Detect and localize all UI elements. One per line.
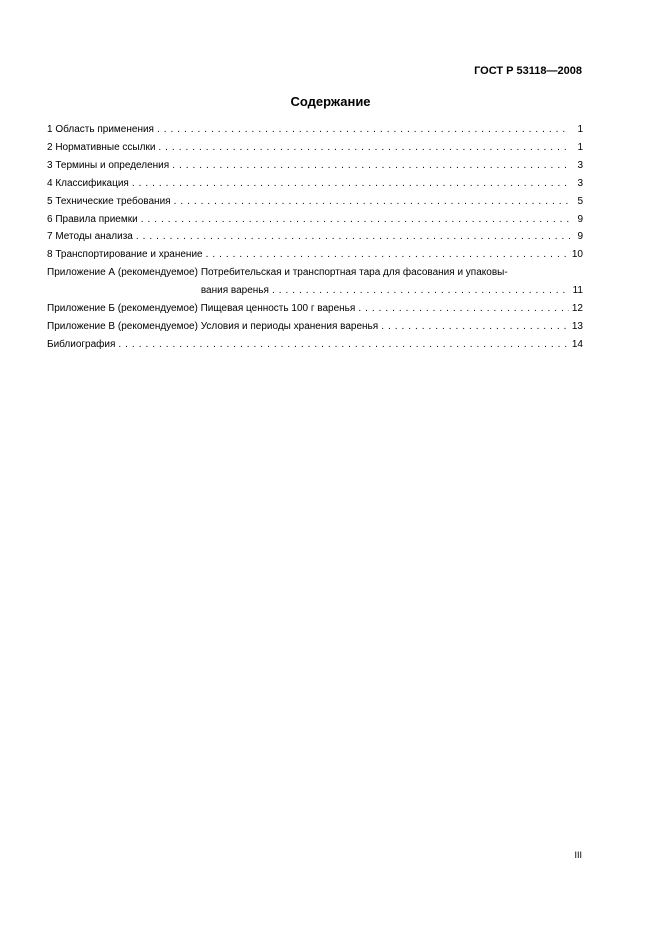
toc-entry-transport-storage[interactable] — [47, 246, 583, 264]
toc-entry-page: 3 — [577, 177, 583, 189]
toc-entry-label: 7 Методы анализа — [47, 231, 133, 243]
dot-leader — [174, 193, 570, 211]
toc-entry-label: 3 Термины и определения — [47, 159, 170, 171]
toc-entry-page: 12 — [571, 303, 583, 315]
dot-leader — [141, 211, 570, 229]
toc-entry-appendix-c[interactable] — [47, 318, 583, 336]
table-of-contents — [47, 121, 583, 354]
toc-entry-analysis-methods[interactable] — [47, 228, 583, 246]
toc-entry-page: 13 — [571, 320, 583, 332]
dot-leader — [272, 282, 570, 300]
dot-leader — [136, 228, 570, 246]
toc-entry-page: 9 — [577, 231, 583, 243]
toc-entry-page: 1 — [577, 124, 583, 135]
dot-leader — [118, 336, 568, 354]
toc-entry-page: 10 — [571, 249, 583, 261]
toc-entry-label: Приложение Б (рекомендуемое) Пищевая ценность 100 г варенья — [47, 303, 356, 315]
appendix-a-prefix: Приложение А (рекомендуемое) — [47, 267, 198, 279]
appendix-a-title-line1: Потребительская и транспортная тара для фасования и упаковы- — [200, 267, 508, 279]
toc-entry-page: 14 — [571, 338, 583, 350]
page-number: III — [574, 850, 582, 860]
toc-entry-page: 3 — [577, 159, 583, 171]
toc-entry-page: 5 — [577, 195, 583, 207]
toc-title: Содержание — [290, 94, 371, 109]
toc-entry-technical-requirements[interactable] — [47, 193, 583, 211]
toc-entry-appendix-b[interactable] — [47, 300, 583, 318]
toc-entry-normative-references[interactable] — [47, 139, 583, 157]
appendix-a-title-line2: вания варенья — [200, 285, 269, 297]
toc-entry-label: 5 Технические требования — [47, 195, 171, 207]
toc-entry-label: Приложение В (рекомендуемое) Условия и периоды хранения варенья — [47, 320, 379, 332]
toc-entry-appendix-a[interactable] — [47, 264, 583, 300]
toc-entry-label: 2 Нормативные ссылки — [47, 141, 156, 153]
toc-entry-page: 1 — [577, 141, 583, 153]
toc-entry-classification[interactable] — [47, 175, 583, 193]
toc-entry-label: 1 Область применения — [47, 124, 154, 135]
toc-entry-scope[interactable] — [47, 121, 583, 139]
toc-entry-label: 4 Классификация — [47, 177, 129, 189]
toc-entry-label: 8 Транспортирование и хранение — [47, 249, 203, 261]
toc-entry-label: Библиография — [47, 338, 116, 350]
dot-leader — [132, 175, 570, 193]
toc-entry-bibliography[interactable] — [47, 336, 583, 354]
dot-leader — [381, 318, 569, 336]
dot-leader — [158, 139, 570, 157]
toc-entry-label: 6 Правила приемки — [47, 213, 138, 225]
document-code: ГОСТ Р 53118—2008 — [474, 65, 582, 77]
dot-leader — [172, 157, 570, 175]
toc-entry-terms[interactable] — [47, 157, 583, 175]
toc-entry-acceptance-rules[interactable] — [47, 211, 583, 229]
toc-entry-page: 11 — [572, 285, 583, 297]
dot-leader — [206, 246, 569, 264]
dot-leader — [157, 121, 570, 139]
toc-entry-page: 9 — [577, 213, 583, 225]
dot-leader — [358, 300, 569, 318]
